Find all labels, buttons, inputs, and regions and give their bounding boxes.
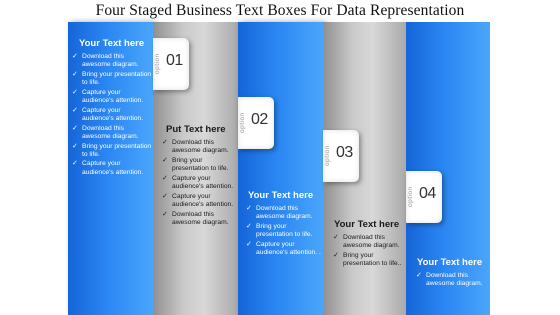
text-block-4 xyxy=(333,219,405,270)
bullet-item: ✓ Download this awesome diagram. xyxy=(162,211,236,227)
bullet-item: ✓ Bring your presentation to life. xyxy=(162,157,236,173)
text-block-2 xyxy=(162,124,236,229)
bullet-list xyxy=(416,272,490,288)
bullet-item: ✓ Bring your presentation to life. xyxy=(246,223,322,239)
bullet-item: ✓ Download this awesome diagram. xyxy=(72,53,152,69)
bullet-item: ✓ Capture your audience's attention. xyxy=(162,175,236,191)
option-tab-01 xyxy=(153,38,189,90)
bullet-item: ✓ Capture your audience's attention. xyxy=(72,160,152,176)
text-block-5 xyxy=(416,257,490,290)
bullet-item: ✓ Download this awesome diagram. xyxy=(246,205,322,221)
bullet-item: ✓ Download this awesome diagram. xyxy=(333,234,405,250)
bullet-list xyxy=(246,205,322,257)
bullet-item: ✓ Bring your presentation to life.. xyxy=(333,252,405,268)
bullet-list xyxy=(72,53,152,177)
option-caption: option xyxy=(154,53,161,75)
option-caption: option xyxy=(324,145,331,167)
bullet-item: ✓ Download this awesome diagram. xyxy=(416,272,490,288)
option-number: 03 xyxy=(336,144,353,161)
bullet-item: ✓ Bring your presentation to life. xyxy=(72,71,152,87)
bullet-item: ✓ Capture your audience's attention. xyxy=(72,107,152,123)
bullet-item: ✓ Capture your audience's attention. . xyxy=(246,241,322,257)
bullet-item: ✓ Bring your presentation to life. xyxy=(72,143,152,159)
bullet-item: ✓ Capture your audience's attention. xyxy=(162,193,236,209)
option-number: 01 xyxy=(166,52,183,69)
slide-title: Four Staged Business Text Boxes For Data Representation xyxy=(95,2,465,19)
option-number: 04 xyxy=(419,185,436,202)
bullet-list xyxy=(333,234,405,268)
text-block-heading: Put Text here xyxy=(166,124,226,135)
panel-3 xyxy=(238,22,323,315)
option-caption: option xyxy=(239,112,246,134)
text-block-3 xyxy=(246,190,322,259)
text-block-heading: Your Text here xyxy=(248,190,314,201)
bullet-item: ✓ Download this awesome diagram. xyxy=(72,125,152,141)
text-block-heading: Your Text here xyxy=(417,257,483,268)
option-caption: option xyxy=(407,186,414,208)
text-block-heading: Your Text here xyxy=(334,219,400,230)
bullet-list xyxy=(162,139,236,227)
option-tab-04 xyxy=(406,171,442,223)
text-block-1 xyxy=(72,38,152,178)
text-block-heading: Your Text here xyxy=(79,38,145,49)
bullet-item: ✓ Download this awesome diagram. xyxy=(162,139,236,155)
bullet-item: ✓ Capture your audience's attention. xyxy=(72,89,152,105)
option-tab-03 xyxy=(323,130,359,182)
option-number: 02 xyxy=(251,111,268,128)
option-tab-02 xyxy=(238,97,274,149)
